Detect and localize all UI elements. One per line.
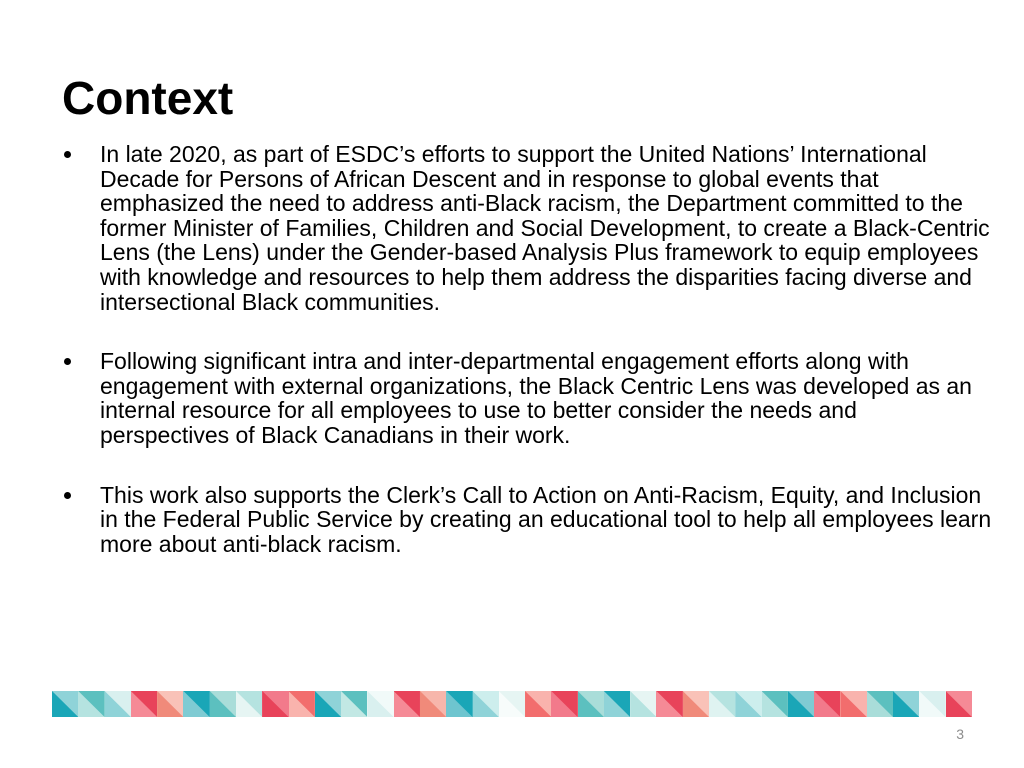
strip-triangle — [735, 691, 761, 717]
strip-triangle — [131, 691, 157, 717]
bullet-item-1 — [62, 142, 992, 314]
strip-tile — [840, 691, 866, 717]
strip-triangle — [630, 691, 656, 717]
strip-triangle — [762, 691, 788, 717]
strip-triangle — [394, 691, 420, 717]
strip-triangle — [551, 691, 577, 717]
page-number: 3 — [956, 726, 964, 742]
strip-tile — [315, 691, 341, 717]
strip-tile — [709, 691, 735, 717]
strip-tile — [946, 691, 972, 717]
strip-tile — [893, 691, 919, 717]
strip-triangle — [183, 691, 209, 717]
strip-tile — [446, 691, 472, 717]
strip-triangle — [919, 691, 945, 717]
strip-triangle — [656, 691, 682, 717]
strip-triangle — [210, 691, 236, 717]
strip-tile — [262, 691, 288, 717]
bullet-text-1: In late 2020, as part of ESDC’s efforts to support the United Nations’ International Decade for Persons of African Descent and in response to global events that emphasized the need to address anti-Black racism, the Department committed to the former Minister of Families, Children and Social Development, to create a Black-Centric Lens (the Lens) under the Gender-based Analysis Plus framework to equip employees with knowledge and resources to help them address the disparities facing diverse and intersectional Black communities. — [100, 141, 990, 315]
strip-tile — [788, 691, 814, 717]
strip-triangle — [236, 691, 262, 717]
strip-tile — [183, 691, 209, 717]
slide-title: Context — [62, 72, 234, 124]
strip-tile — [499, 691, 525, 717]
strip-tile — [578, 691, 604, 717]
bullet-dot-icon — [64, 151, 71, 158]
strip-tile — [236, 691, 262, 717]
strip-triangle — [341, 691, 367, 717]
strip-tile — [683, 691, 709, 717]
strip-triangle — [78, 691, 104, 717]
strip-tile — [735, 691, 761, 717]
bullet-text-3: This work also supports the Clerk’s Call to Action on Anti-Racism, Equity, and Inclusion in the Federal Public Service by creating an educational tool to help all employees learn more about anti-black racism. — [100, 481, 992, 557]
strip-tile — [341, 691, 367, 717]
strip-triangle — [473, 691, 499, 717]
strip-tile — [525, 691, 551, 717]
strip-tile — [656, 691, 682, 717]
strip-tile — [394, 691, 420, 717]
strip-triangle — [289, 691, 315, 717]
strip-tile — [630, 691, 656, 717]
strip-triangle — [946, 691, 972, 717]
strip-triangle — [420, 691, 446, 717]
strip-triangle — [709, 691, 735, 717]
strip-triangle — [315, 691, 341, 717]
strip-triangle — [157, 691, 183, 717]
strip-tile — [131, 691, 157, 717]
bullet-list — [62, 142, 992, 556]
strip-tile — [762, 691, 788, 717]
bullet-dot-icon — [64, 492, 71, 499]
strip-tile — [473, 691, 499, 717]
strip-tile — [105, 691, 131, 717]
strip-tile — [157, 691, 183, 717]
strip-triangle — [840, 691, 866, 717]
strip-triangle — [604, 691, 630, 717]
bullet-item-3 — [62, 483, 992, 557]
strip-triangle — [788, 691, 814, 717]
strip-tile — [604, 691, 630, 717]
strip-tile — [420, 691, 446, 717]
strip-triangle — [814, 691, 840, 717]
strip-tile — [814, 691, 840, 717]
strip-tile — [367, 691, 393, 717]
strip-tile — [78, 691, 104, 717]
strip-tile — [867, 691, 893, 717]
bullet-text-2: Following significant intra and inter-departmental engagement efforts along with engagement with external organizations, the Black Centric Lens was developed as an internal resource for all employees to use to better consider the needs and perspectives of Black Canadians in their work. — [100, 348, 972, 448]
strip-tile — [210, 691, 236, 717]
strip-tile — [919, 691, 945, 717]
strip-triangle — [893, 691, 919, 717]
strip-triangle — [367, 691, 393, 717]
strip-triangle — [683, 691, 709, 717]
strip-triangle — [525, 691, 551, 717]
strip-triangle — [105, 691, 131, 717]
strip-triangle — [262, 691, 288, 717]
decorative-triangle-strip — [52, 691, 972, 717]
strip-triangle — [499, 691, 525, 717]
strip-tile — [289, 691, 315, 717]
strip-tile — [551, 691, 577, 717]
strip-triangle — [578, 691, 604, 717]
bullet-item-2 — [62, 349, 992, 447]
strip-triangle — [867, 691, 893, 717]
bullet-dot-icon — [64, 358, 71, 365]
strip-triangle — [52, 691, 78, 717]
strip-tile — [52, 691, 78, 717]
strip-triangle — [446, 691, 472, 717]
